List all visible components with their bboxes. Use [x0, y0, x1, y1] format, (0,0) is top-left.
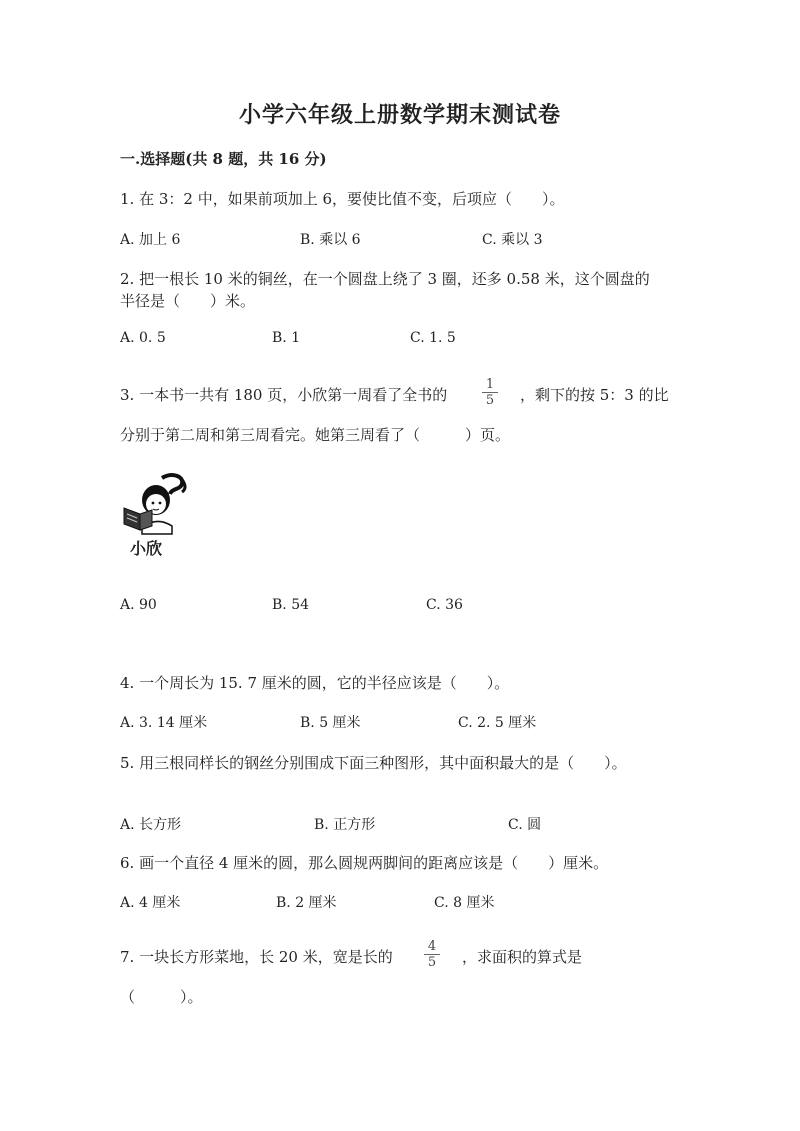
- question-7-line-1-end: ，求面积的算式是: [462, 948, 583, 966]
- fraction-numerator: 4: [427, 939, 437, 954]
- question-7-line-2: （ ）。: [120, 988, 203, 1006]
- question-3-fraction: [482, 378, 498, 407]
- question-5-option-c: C. 圆: [508, 817, 542, 833]
- question-1-text: 1. 在 3：2 中，如果前项加上 6，要使比值不变，后项应（ ）。: [120, 190, 565, 208]
- question-2-option-b: B. 1: [272, 330, 301, 346]
- question-2-option-c: C. 1. 5: [410, 330, 456, 346]
- question-7-fraction: [424, 940, 440, 969]
- question-2-line-2: 半径是（ ）米。: [120, 292, 256, 310]
- question-3-line-1-end: ，剩下的按 5：3 的比: [520, 386, 669, 404]
- question-3-line-1-start: 3. 一本书一共有 180 页，小欣第一周看了全书的: [120, 386, 448, 404]
- question-1-option-b: B. 乘以 6: [300, 232, 361, 248]
- question-1-option-c: C. 乘以 3: [482, 232, 543, 248]
- fraction-denominator: 5: [485, 393, 495, 408]
- question-5-option-b: B. 正方形: [314, 817, 376, 833]
- question-3-option-b: B. 54: [272, 597, 310, 613]
- question-3-line-2: 分别于第二周和第三周看完。她第三周看了（ ）页。: [120, 426, 511, 444]
- girl-reading-illustration: [118, 470, 193, 560]
- section-heading: 一.选择题(共 8 题，共 16 分): [120, 150, 327, 168]
- page-title: 小学六年级上册数学期末测试卷: [238, 102, 561, 128]
- question-6-option-b: B. 2 厘米: [276, 895, 337, 911]
- question-3-option-a: A. 90: [120, 597, 157, 613]
- question-3-option-c: C. 36: [426, 597, 463, 613]
- question-2-option-a: A. 0. 5: [120, 330, 166, 346]
- question-4-option-a: A. 3. 14 厘米: [120, 715, 208, 731]
- question-4-option-c: C. 2. 5 厘米: [458, 715, 537, 731]
- question-2-line-1: 2. 把一根长 10 米的铜丝，在一个圆盘上绕了 3 圈，还多 0.58 米，这个圆盘的: [120, 270, 650, 288]
- question-7-line-1-start: 7. 一块长方形菜地，长 20 米，宽是长的: [120, 948, 393, 966]
- question-4-text: 4. 一个周长为 15. 7 厘米的圆，它的半径应该是（ ）。: [120, 674, 510, 692]
- question-6-option-a: A. 4 厘米: [120, 895, 181, 911]
- question-5-text: 5. 用三根同样长的钢丝分别围成下面三种图形，其中面积最大的是（ ）。: [120, 754, 627, 772]
- question-1-option-a: A. 加上 6: [120, 232, 181, 248]
- fraction-denominator: 5: [427, 955, 437, 970]
- question-4-option-b: B. 5 厘米: [300, 715, 361, 731]
- question-6-option-c: C. 8 厘米: [434, 895, 495, 911]
- figure-label: 小欣: [130, 539, 163, 558]
- fraction-numerator: 1: [485, 377, 495, 392]
- question-5-option-a: A. 长方形: [120, 817, 182, 833]
- question-6-text: 6. 画一个直径 4 厘米的圆，那么圆规两脚间的距离应该是（ ）厘米。: [120, 854, 609, 872]
